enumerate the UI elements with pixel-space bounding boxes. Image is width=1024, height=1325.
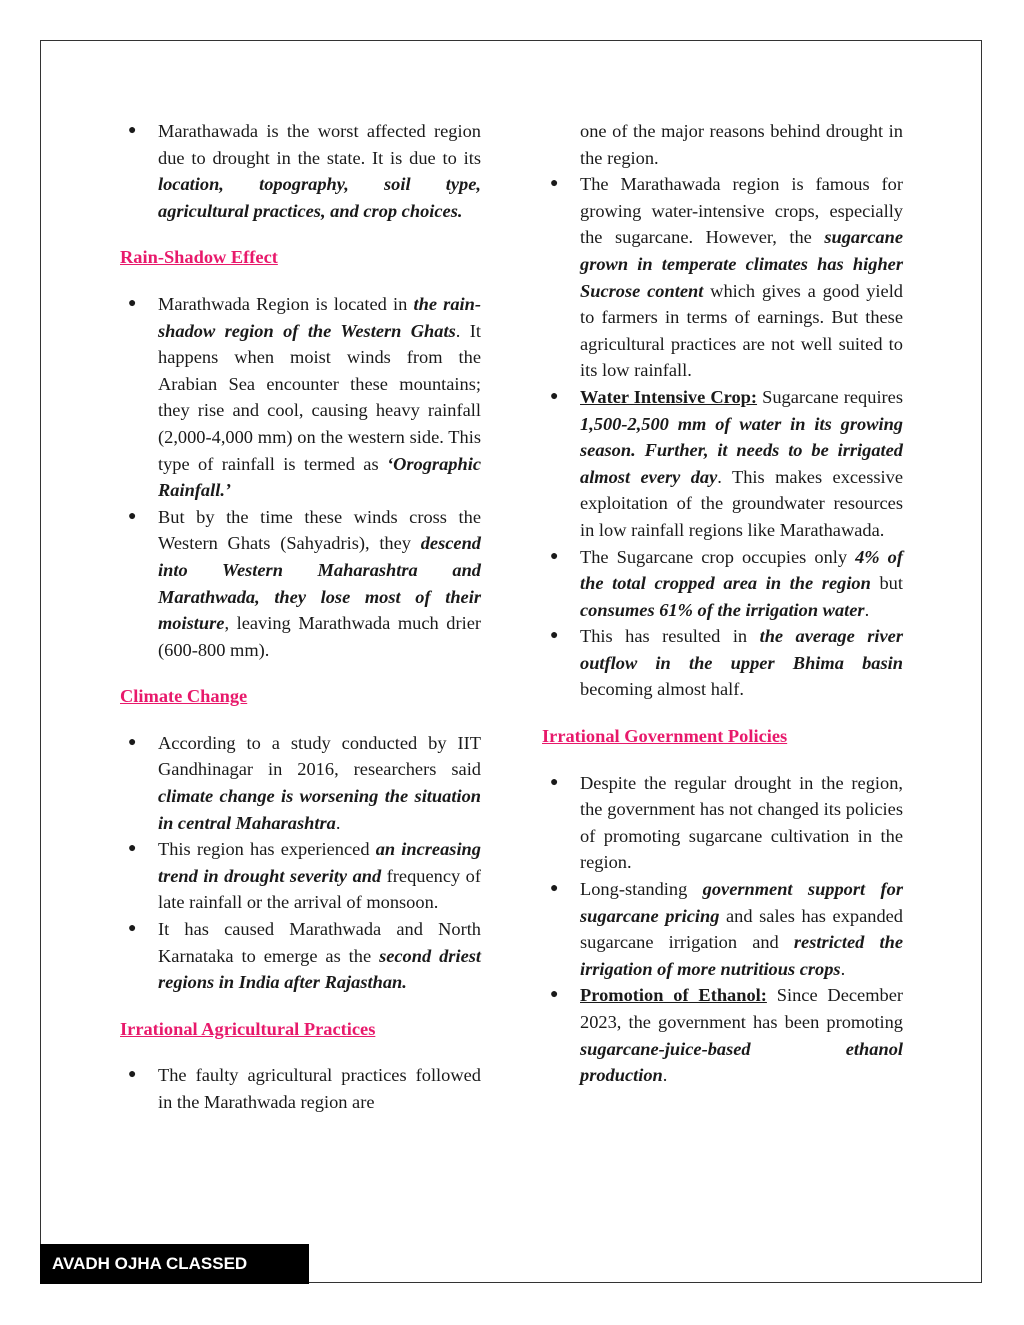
bullet-faulty-practices: ● The faulty agricultural practices followed in the Marathwada region are: [120, 1062, 481, 1115]
bullet-driest-regions: ● It has caused Marathwada and North Karnataka to emerge as the second driest regions in India after Rajasthan.: [120, 916, 481, 996]
heading-agricultural-practices: Irrational Agricultural Practices: [120, 1018, 376, 1039]
bullet-drought-trend: ● This region has experienced an increasing trend in drought severity and frequency of late rainfall or the arrival of monsoon.: [120, 836, 481, 916]
left-column: [120, 118, 481, 1116]
heading-climate-change: Climate Change: [120, 686, 248, 707]
bullet-river-outflow: ● This has resulted in the average river outflow in the upper Bhima basin becoming almost half.: [542, 623, 903, 703]
bullet-cropped-area: ● The Sugarcane crop occupies only 4% of the total cropped area in the region but consumes 61% of the irrigation water.: [542, 544, 903, 624]
continued-text: one of the major reasons behind drought in the region.: [580, 121, 903, 168]
bullet-water-intensive-crops: ● The Marathawada region is famous for growing water-intensive crops, especially the sugarcane. However, the sugarcane grown in temperate climates has higher Sucrose content which gives a good yield to farmers in terms of earnings. But these agricultural practices are not well suited to its low rainfall.: [542, 171, 903, 384]
bullet-winds-cross: ● But by the time these winds cross the Western Ghats (Sahyadris), they descend into Western Maharashtra and Marathwada, they lose most of their moisture, leaving Marathwada much drier (600-800 mm).: [120, 504, 481, 664]
heading-government-policies: Irrational Government Policies: [542, 726, 788, 747]
bullet-water-intensive-crop: ● Water Intensive Crop: Sugarcane requires 1,500-2,500 mm of water in its growing season. Further, it needs to be irrigated almost every day. This makes excessive exploitation of the groundwater resources in low rainfall regions like Marathawada.: [542, 384, 903, 544]
bullet-rain-shadow: ● Marathwada Region is located in the rain-shadow region of the Western Ghats. It happens when moist winds from the Arabian Sea encounter these mountains; they rise and cool, causing heavy rainfall (2,000-4,000 mm) on the western side. This type of rainfall is termed as ‘Orographic Rainfall.’: [120, 291, 481, 504]
right-column: [542, 118, 903, 1089]
bullet-government-support: ● Long-standing government support for sugarcane pricing and sales has expanded sugarcane irrigation and restricted the irrigation of more nutritious crops.: [542, 876, 903, 982]
bullet-iit-study: ● According to a study conducted by IIT Gandhinagar in 2016, researchers said climate change is worsening the situation in central Maharashtra.: [120, 730, 481, 836]
bullet-marathwada-intro: ● Marathawada is the worst affected region due to drought in the state. It is due to its location, topography, soil type, agricultural practices, and crop choices.: [120, 118, 481, 224]
footer-brand: AVADH OJHA CLASSED: [40, 1244, 309, 1284]
bullet-regular-drought: ● Despite the regular drought in the region, the government has not changed its policies of promoting sugarcane cultivation in the region.: [542, 770, 903, 876]
heading-rain-shadow: Rain-Shadow Effect: [120, 247, 278, 268]
bullet-ethanol: ● Promotion of Ethanol: Since December 2023, the government has been promoting sugarcane-juice-based ethanol production.: [542, 982, 903, 1088]
